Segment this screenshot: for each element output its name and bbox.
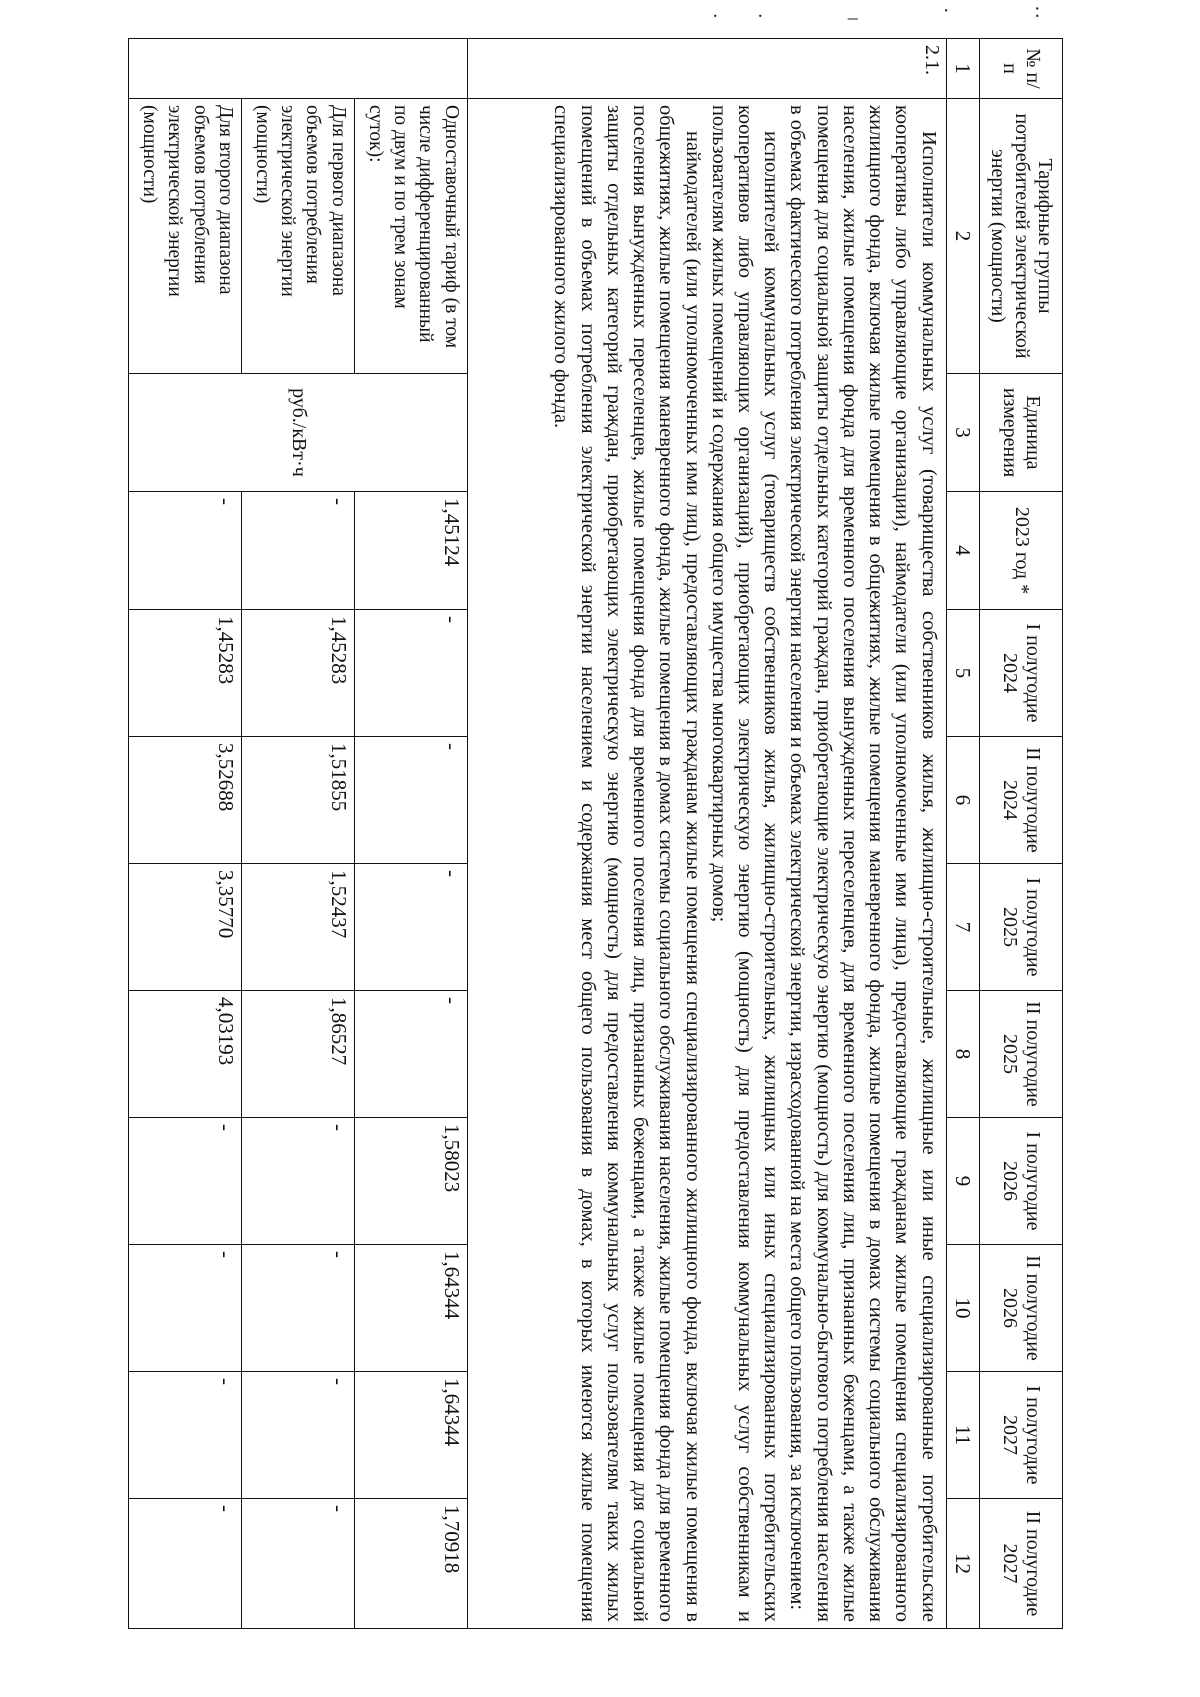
value-cell: 1,64344	[354, 1245, 467, 1372]
col-number: 7	[946, 864, 979, 991]
header-h1-2025: I полугодие 2025	[979, 864, 1062, 991]
value-cell: 1,52437	[241, 864, 354, 991]
scan-mark: ..	[712, 0, 803, 22]
header-row	[979, 39, 1062, 1629]
value-cell: -	[129, 1372, 242, 1499]
value-cell: 1,58023	[354, 1118, 467, 1245]
header-h1-2027: I полугодие 2027	[979, 1372, 1062, 1499]
value-cell: -	[354, 737, 467, 864]
scan-mark: _	[847, 0, 898, 22]
value-cell: -	[129, 1499, 242, 1629]
tariff-table	[128, 38, 1063, 1629]
value-cell: -	[129, 1118, 242, 1245]
value-cell: -	[241, 492, 354, 610]
unit-cell: руб./кВт·ч	[129, 374, 468, 492]
column-number-row	[946, 39, 979, 1629]
scan-mark: ·	[942, 0, 990, 22]
section-paragraph: исполнителей коммунальных услуг (товариществ собственников жилья, жилищно-строительных, жилищных или иных специализированных потребительских кооперативов либо управляющих организаций), приобретающих электрическую энергию (мощность) для предоставления коммунальных услуг собственникам и пользователям жилых помещений и содержания общего имущества многоквартирных домов;	[707, 105, 783, 1622]
empty-cell	[129, 39, 468, 99]
col-number: 3	[946, 374, 979, 492]
section-row	[467, 39, 946, 1629]
header-h2-2027: II полугодие 2027	[979, 1499, 1062, 1629]
value-cell: -	[129, 1245, 242, 1372]
section-paragraph: наймодателей (или уполномоченных ими лиц), предоставляющих гражданам жилые помещения специализированного жилищного фонда, включая жилые помещения в общежитиях, жилые помещения маневренного фонда, жилые помещения в домах системы социального обслуживания населения, жилые помещения фонда для временного поселения вынужденных переселенцев, жилые помещения фонда для временного поселения лиц, признанных беженцами, а также жилые помещения для социальной защиты отдельных категорий граждан, приобретающих электрическую энергию (мощность) для предоставления коммунальных услуг пользователям таких жилых помещений в объемах потребления электрической энергии населением и содержания мест общего пользования в домах, в которых имеются жилые помещения специализированного жилого фонда.	[550, 105, 704, 1622]
value-cell: 1,45283	[241, 610, 354, 737]
header-group: Тарифные группы потребителей электрической энергии (мощности)	[979, 99, 1062, 374]
section-description	[467, 99, 946, 1629]
col-number: 5	[946, 610, 979, 737]
header-h2-2024: II полугодие 2024	[979, 737, 1062, 864]
tariff-row-label: Одноставочный тариф (в том числе дифференцированный по двум и по трем зонам суток):	[354, 99, 467, 374]
scan-mark: :	[1034, 0, 1080, 22]
tariff-row	[354, 39, 467, 1629]
col-number: 11	[946, 1372, 979, 1499]
header-h1-2026: I полугодие 2026	[979, 1118, 1062, 1245]
header-number: № п/п	[979, 39, 1062, 99]
col-number: 4	[946, 492, 979, 610]
header-2023: 2023 год *	[979, 492, 1062, 610]
value-cell: -	[241, 1499, 354, 1629]
tariff-row-label: Для второго диапазона объемов потребления электрической энергии (мощности)	[129, 99, 242, 374]
value-cell: -	[354, 610, 467, 737]
header-h1-2024: I полугодие 2024	[979, 610, 1062, 737]
tariff-row-label: Для первого диапазона объемов потребления электрической энергии (мощности)	[241, 99, 354, 374]
rotated-tariff-table-sheet	[128, 38, 1063, 1628]
col-number: 8	[946, 991, 979, 1118]
value-cell: -	[129, 492, 242, 610]
value-cell: -	[241, 1245, 354, 1372]
col-number: 1	[946, 39, 979, 99]
col-number: 2	[946, 99, 979, 374]
value-cell: 1,70918	[354, 1499, 467, 1629]
value-cell: 3,35770	[129, 864, 242, 991]
header-h2-2025: II полугодие 2025	[979, 991, 1062, 1118]
value-cell: -	[354, 864, 467, 991]
col-number: 12	[946, 1499, 979, 1629]
value-cell: 1,45283	[129, 610, 242, 737]
value-cell: 1,45124	[354, 492, 467, 610]
value-cell: 1,51855	[241, 737, 354, 864]
header-h2-2026: II полугодие 2026	[979, 1245, 1062, 1372]
col-number: 10	[946, 1245, 979, 1372]
header-unit: Единица измерения	[979, 374, 1062, 492]
col-number: 9	[946, 1118, 979, 1245]
col-number: 6	[946, 737, 979, 864]
value-cell: 1,64344	[354, 1372, 467, 1499]
value-cell: 1,86527	[241, 991, 354, 1118]
tariff-row	[241, 39, 354, 1629]
section-number: 2.1.	[467, 39, 946, 99]
value-cell: 3,52688	[129, 737, 242, 864]
value-cell: -	[354, 991, 467, 1118]
value-cell: 4,03193	[129, 991, 242, 1118]
value-cell: -	[241, 1118, 354, 1245]
section-paragraph: Исполнители коммунальных услуг (товарищества собственников жилья, жилищно-строительные, жилищные или иные специализированные потребительские кооперативы либо управляющие организации), наймодатели (или уполномоченные ими лица), предоставляющие гражданам жилые помещения специализированного жилищного фонда, включая жилые помещения в общежитиях, жилые помещения маневренного фонда, жилые помещения в домах системы социального обслуживания населения, жилые помещения фонда для временного поселения вынужденных переселенцев, для временного поселения лиц, признанных беженцами, а также жилые помещения для социальной защиты отдельных категорий граждан, приобретающие электрическую энергию (мощность) для коммунально-бытового потребления населения в объемах фактического потребления электрической энергии населения и объемах электрической энергии, израсходованной на места общего пользования, за исключением:	[786, 105, 940, 1622]
tariff-row	[129, 39, 242, 1629]
value-cell: -	[241, 1372, 354, 1499]
